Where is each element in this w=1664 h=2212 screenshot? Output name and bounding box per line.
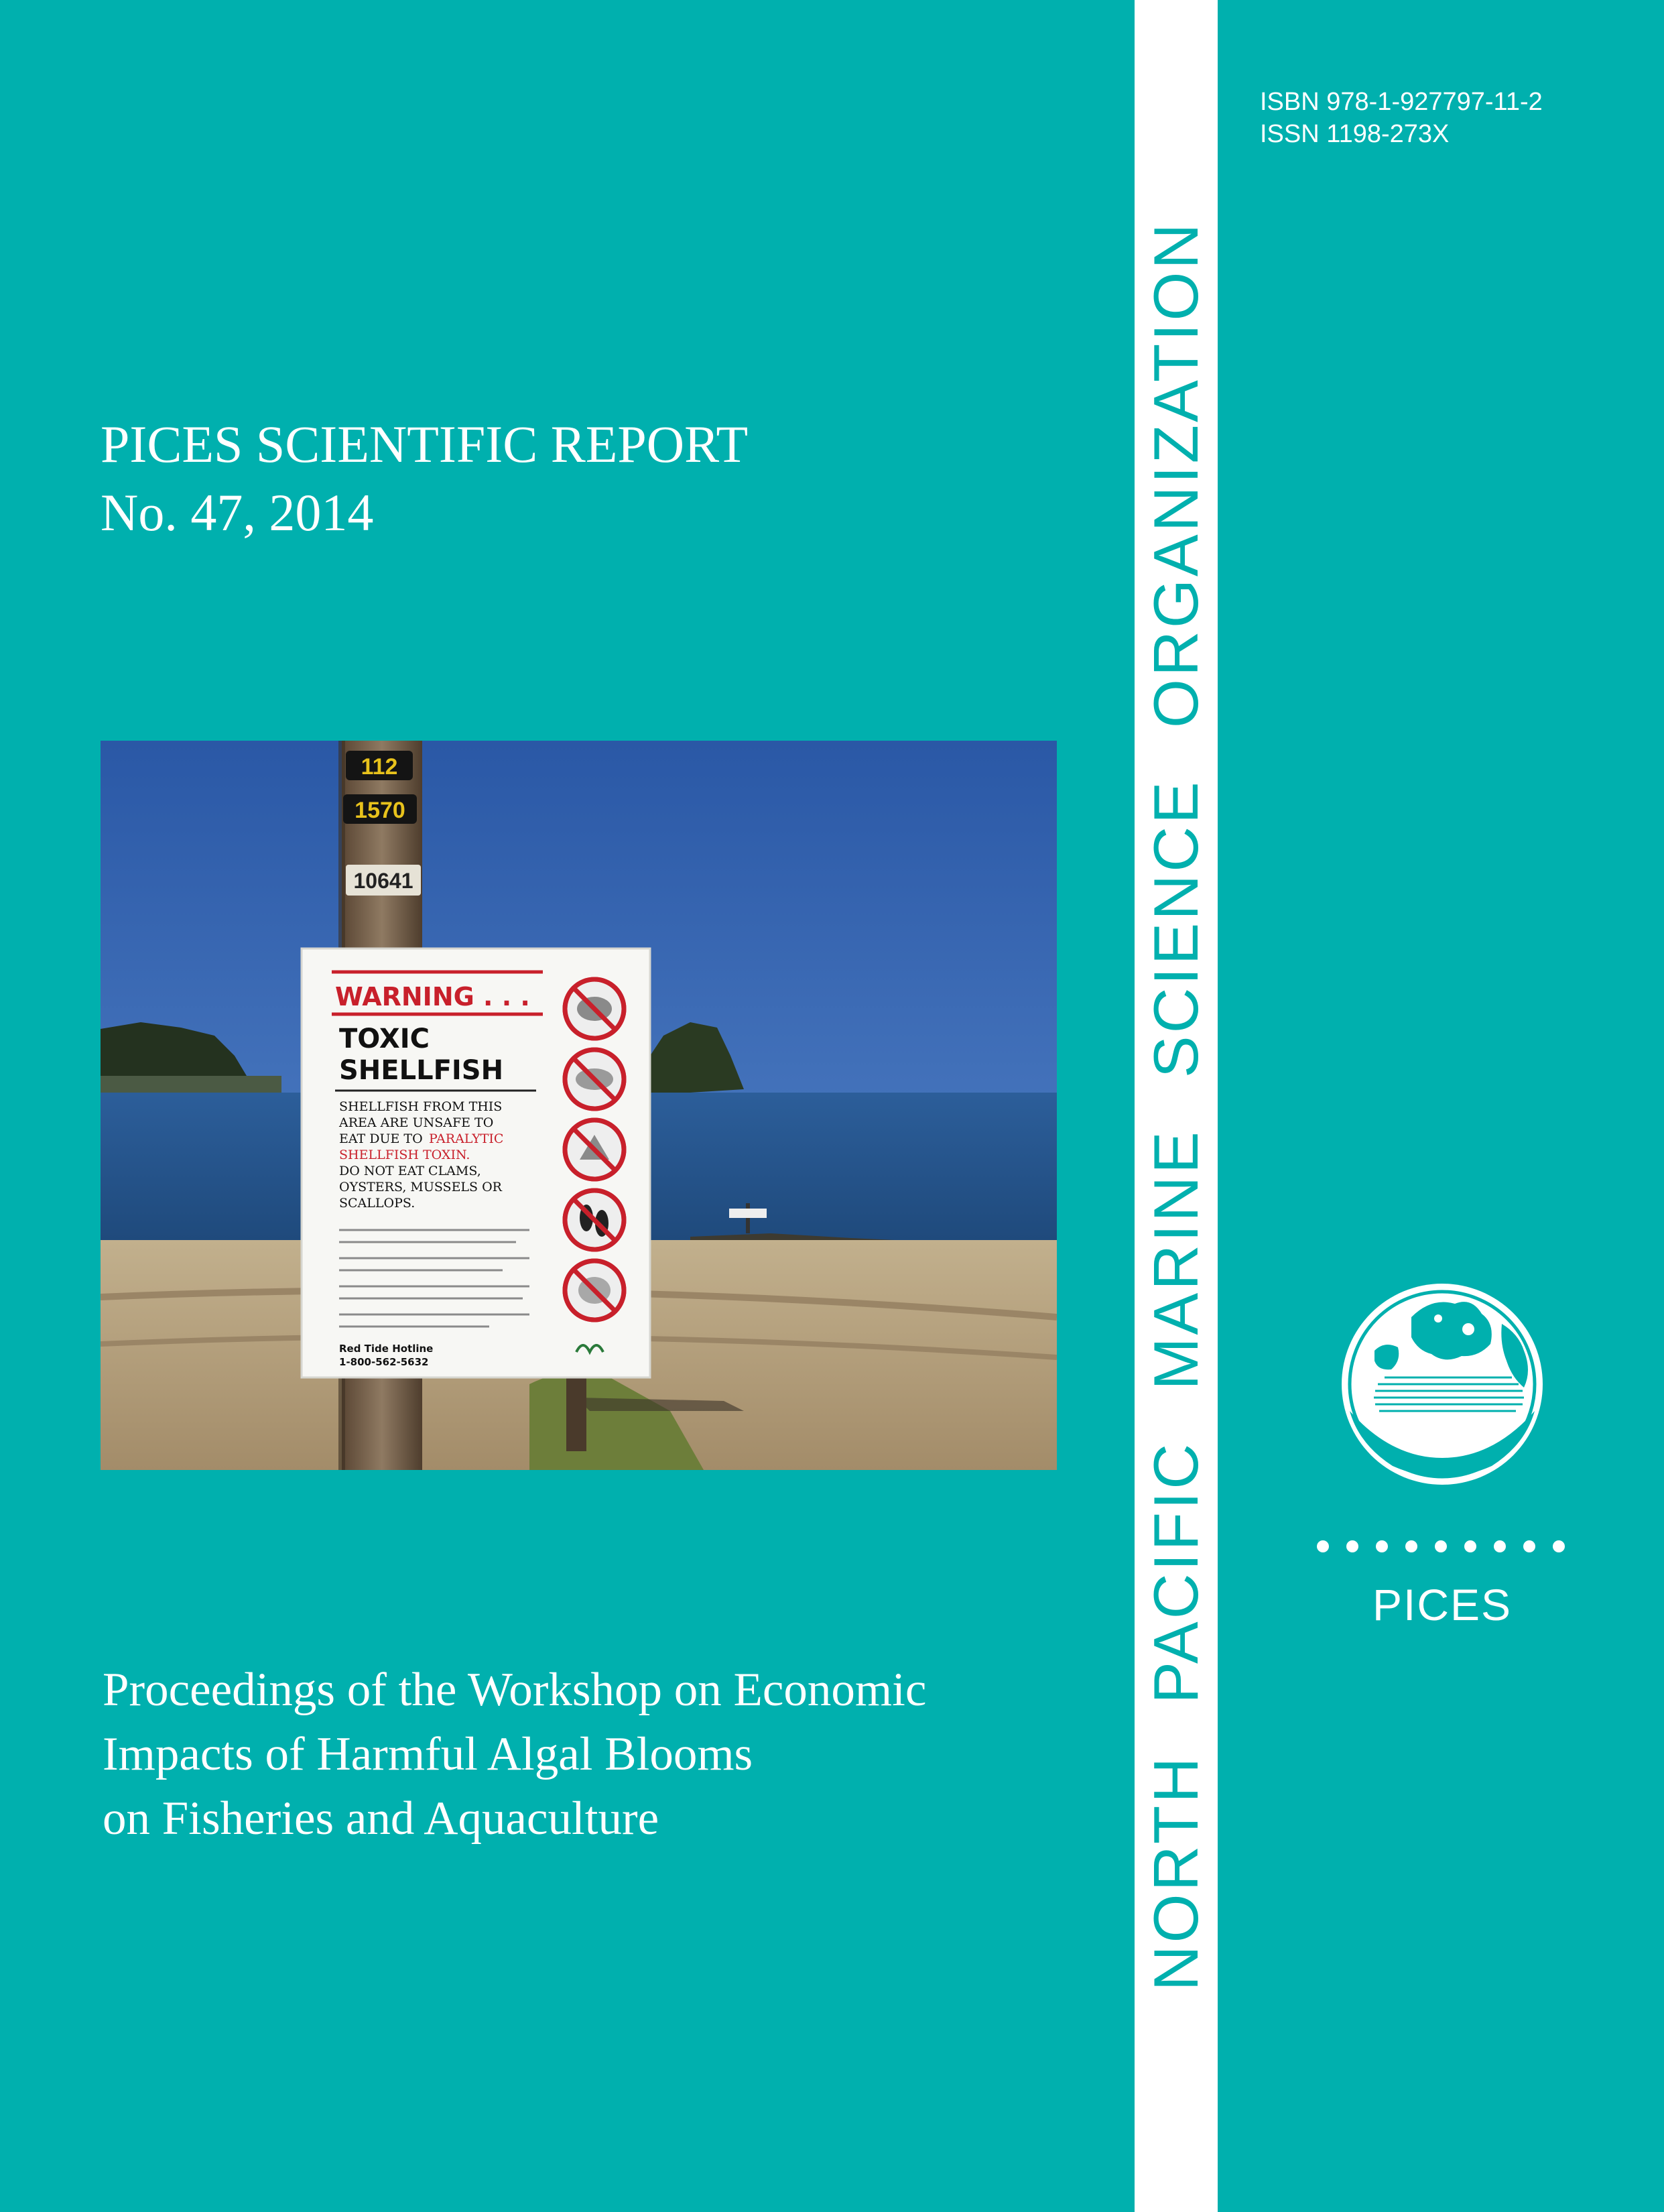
isbn-block <box>1260 86 1543 150</box>
report-title <box>103 1658 926 1851</box>
sign-body-line5: DO NOT EAT CLAMS, <box>339 1164 481 1178</box>
sign-hotline-number: 1-800-562-5632 <box>339 1356 429 1368</box>
sign-body-line6: OYSTERS, MUSSELS OR <box>339 1180 502 1194</box>
organization-name: NORTH PACIFIC MARINE SCIENCE ORGANIZATION <box>1141 221 1211 1991</box>
pices-logo-label: PICES <box>1372 1580 1513 1630</box>
series-name: PICES SCIENTIFIC REPORT <box>101 415 749 473</box>
series-number: No. 47, 2014 <box>101 483 374 542</box>
sign-body-line1: SHELLFISH FROM THIS <box>339 1099 503 1114</box>
isbn-number: ISBN 978-1-927797-11-2 <box>1260 88 1543 116</box>
warning-sign <box>302 948 650 1377</box>
no-shellfish-icon <box>565 1261 624 1320</box>
no-scallops-icon <box>565 1120 624 1179</box>
title-line-2: Impacts of Harmful Algal Blooms <box>103 1728 753 1780</box>
series-title <box>101 410 748 547</box>
sign-header: WARNING . . . <box>335 982 530 1011</box>
sign-body-line4: SHELLFISH TOXIN. <box>339 1148 470 1162</box>
cover-photo <box>101 741 1057 1470</box>
issn-number: ISSN 1198-273X <box>1260 120 1450 148</box>
no-clams-icon <box>565 979 624 1038</box>
sign-body-line2: AREA ARE UNSAFE TO <box>339 1115 494 1130</box>
logo-dots-icon <box>1315 1538 1570 1554</box>
warning-sign-photo <box>101 741 1057 1470</box>
title-line-1: Proceedings of the Workshop on Economic <box>103 1664 927 1716</box>
pole-tag-3: 10641 <box>353 869 413 893</box>
pole-tag-1: 112 <box>361 754 398 780</box>
pices-globe-logo-icon <box>1311 1277 1574 1491</box>
sign-body-line3b: PARALYTIC <box>429 1131 504 1146</box>
sign-body-line3a: EAT DUE TO <box>339 1131 423 1146</box>
pole-tag-2: 1570 <box>355 798 405 823</box>
no-oysters-icon <box>565 1050 624 1109</box>
sign-title-line2: SHELLFISH <box>339 1055 504 1086</box>
sign-body-line7: SCALLOPS. <box>339 1196 415 1211</box>
no-mussels-icon <box>565 1190 624 1249</box>
sign-hotline-label: Red Tide Hotline <box>339 1343 434 1355</box>
title-line-3: on Fisheries and Aquaculture <box>103 1792 659 1845</box>
sign-title-line1: TOXIC <box>339 1024 430 1054</box>
organization-band <box>1135 0 1218 2212</box>
